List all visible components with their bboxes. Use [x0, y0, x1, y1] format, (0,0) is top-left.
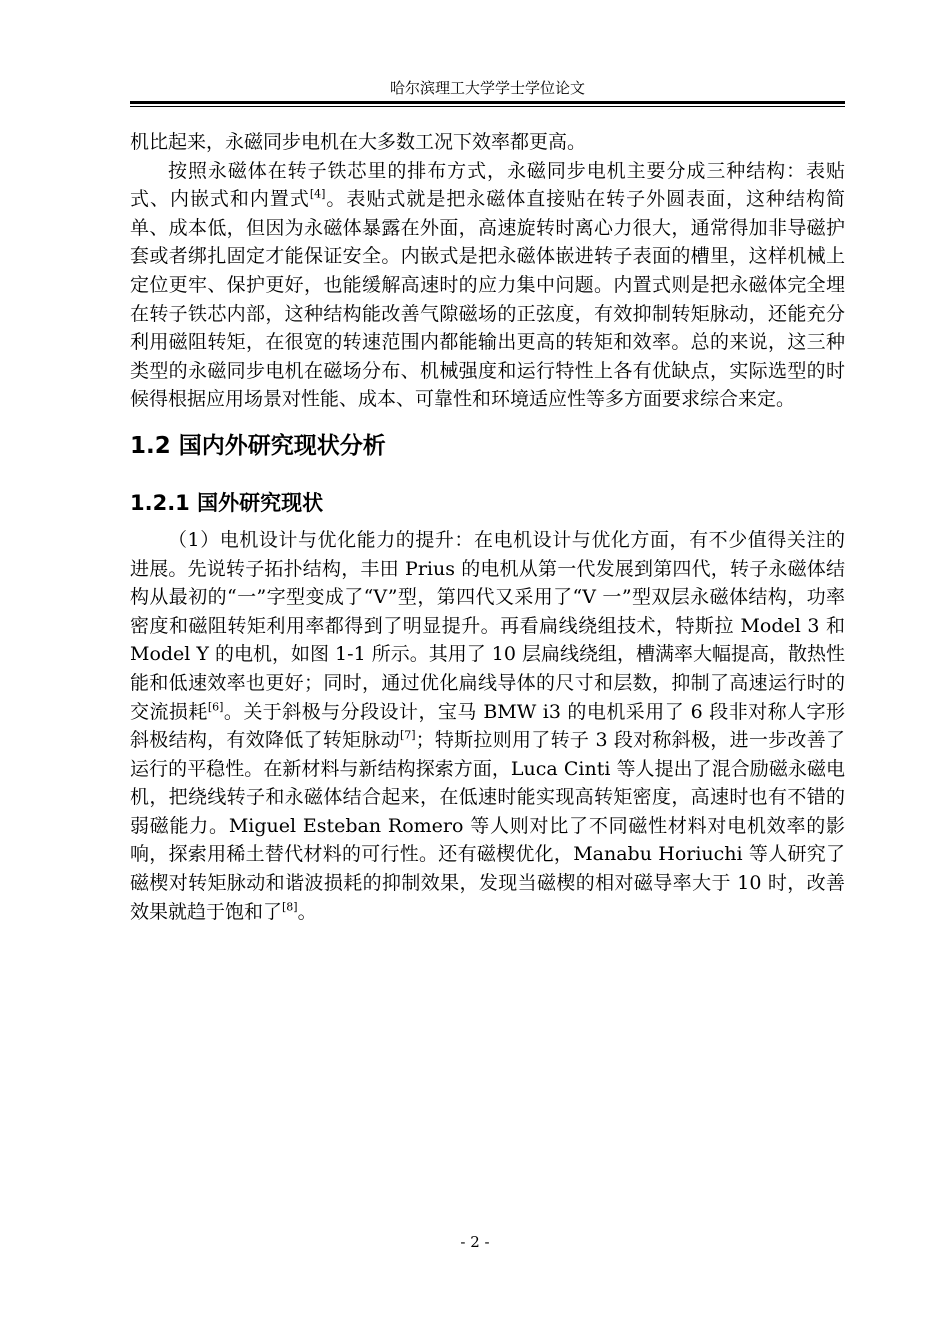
body-text — [130, 128, 845, 926]
subsection-heading: 1.2.1 国外研究现状 — [130, 490, 324, 515]
header-rule-thick — [130, 101, 845, 104]
paragraph-text: （1）电机设计与优化能力的提升：在电机设计与优化方面，有不少值得关注的进展。先说转子拓扑结构，丰田 Prius 的电机从第一代发展到第四代，转子永磁体结构从最初的“一”字型变成了“V”型，第四代又采用了“V 一”型双层永磁体结构，功率密度和磁阻转矩利用率都得到了明显提升。再看扁线绕组技术，特斯拉 Model 3 和 Model Y 的电机，如图 1-1 所示。其用了 10 层扁线绕组，槽满率大幅提高，散热性能和低速效率也更好；同时，通过优化扁线导体的尺寸和层数，抑制了高速运行时的交流损耗 — [130, 528, 845, 723]
paragraph-text: 。 — [297, 900, 317, 923]
citation-ref: [4] — [309, 187, 326, 201]
paragraph-text: 机比起来，永磁同步电机在大多数工况下效率都更高。 — [130, 131, 587, 153]
paragraph-pmsm-types — [130, 157, 845, 414]
section-heading: 1.2 国内外研究现状分析 — [130, 432, 386, 459]
page-number: - 2 - — [460, 1233, 490, 1251]
citation-ref: [7] — [399, 728, 416, 742]
header-rule-thin — [130, 106, 845, 107]
paragraph-text: 。表贴式就是把永磁体直接贴在转子外圆表面，这种结构简单、成本低，但因为永磁体暴露在外面，高速旋转时离心力很大，通常得加非导磁护套或者绑扎固定才能保证安全。内嵌式是把永磁体嵌进转子表面的槽里，这样机械上定位更牢、保护更好，也能缓解高速时的应力集中问题。内置式则是把永磁体完全埋在转子铁芯内部，这种结构能改善气隙磁场的正弦度，有效抑制转矩脉动，还能充分利用磁阻转矩，在很宽的转速范围内都能输出更高的转矩和效率。总的来说，这三种类型的永磁同步电机在磁场分布、机械强度和运行特性上各有优缺点，实际选型的时候得根据应用场景对性能、成本、可靠性和环境适应性等多方面要求综合来定。 — [130, 188, 845, 411]
paragraph-continuation — [130, 128, 845, 157]
paragraph-text: ；特斯拉则用了转子 3 段对称斜极，进一步改善了运行的平稳性。在新材料与新结构探索方面，Luca Cinti 等人提出了混合励磁永磁电机，把绕线转子和永磁体结合起来，在低速时能实现高转矩密度，高速时也有不错的弱磁能力。Miguel Esteban Romero 等人则对比了不同磁性材料对电机效率的影响，探索用稀土替代材料的可行性。还有磁楔优化，Manabu Horiuchi 等人研究了磁楔对转矩脉动和谐波损耗的抑制效果，发现当磁楔的相对磁导率大于 10 时，改善效果就趋于饱和了 — [130, 729, 845, 923]
citation-ref: [6] — [207, 700, 224, 714]
running-header: 哈尔滨理工大学学士学位论文 — [389, 79, 585, 97]
paragraph-text: 。关于斜极与分段设计，宝马 BMW i3 的电机采用了 6 段非对称人字形斜极结构，有效降低了转矩脉动 — [130, 700, 845, 752]
paragraph-text: 按照永磁体在转子铁芯里的排布方式，永磁同步电机主要分成三种结构：表贴式、内嵌式和内置式 — [130, 159, 845, 211]
citation-ref: [8] — [282, 900, 298, 914]
paragraph-motor-design — [130, 526, 845, 926]
